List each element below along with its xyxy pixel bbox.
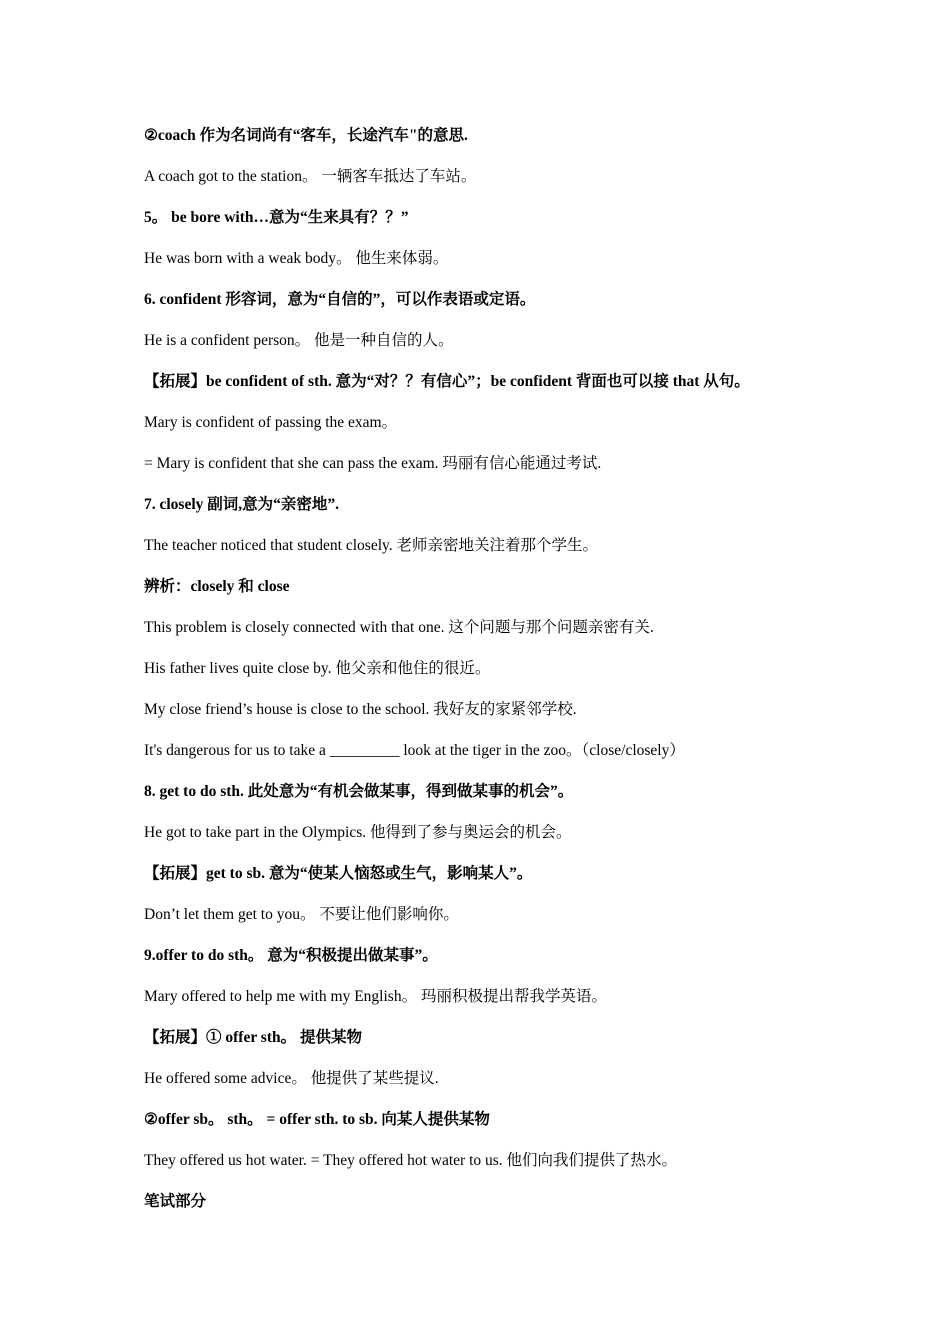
text-line: The teacher noticed that student closely. 老师亲密地关注着那个学生。 (144, 537, 598, 554)
heading-line: 笔试部分 (144, 1193, 207, 1210)
text-line: = Mary is confident that she can pass the exam. 玛丽有信心能通过考试. (144, 455, 602, 472)
heading-line: 7. closely 副词,意为“亲密地”. (144, 496, 340, 513)
heading-line: ②offer sb。 sth。 = offer sth. to sb. 向某人提供某物 (144, 1111, 490, 1128)
text-line: They offered us hot water. = They offered hot water to us. 他们向我们提供了热水。 (144, 1152, 678, 1169)
text-line: His father lives quite close by. 他父亲和他住的很近。 (144, 660, 491, 677)
text-line: Don’t let them get to you。 不要让他们影响你。 (144, 906, 459, 923)
text-line: This problem is closely connected with that one. 这个问题与那个问题亲密有关. (144, 619, 654, 636)
heading-line: 【拓展】① offer sth。 提供某物 (144, 1029, 362, 1046)
text-line: He is a confident person。 他是一种自信的人。 (144, 332, 454, 349)
heading-line: 【拓展】be confident of sth. 意为“对？？有信心”；be confident 背面也可以接 that 从句。 (144, 373, 750, 390)
heading-line: ②coach 作为名词尚有“客车，长途汽车"的意思. (144, 127, 468, 144)
text-line: My close friend’s house is close to the school. 我好友的家紧邻学校. (144, 701, 577, 718)
text-line: Mary offered to help me with my English。 玛丽积极提出帮我学英语。 (144, 988, 607, 1005)
heading-line: 5。 be bore with…意为“生来具有？？” (144, 209, 409, 226)
text-line: Mary is confident of passing the exam。 (144, 414, 398, 431)
text-line: He offered some advice。 他提供了某些提议. (144, 1070, 439, 1087)
heading-line: 6. confident 形容词，意为“自信的”，可以作表语或定语。 (144, 291, 536, 308)
heading-line: 【拓展】get to sb. 意为“使某人恼怒或生气，影响某人”。 (144, 865, 533, 882)
text-line: He was born with a weak body。 他生来体弱。 (144, 250, 449, 267)
heading-line: 辨析：closely 和 close (144, 578, 290, 595)
text-line: A coach got to the station。 一辆客车抵达了车站。 (144, 168, 477, 185)
heading-line: 9.offer to do sth。 意为“积极提出做某事”。 (144, 947, 438, 964)
text-line: He got to take part in the Olympics. 他得到了参与奥运会的机会。 (144, 824, 572, 841)
heading-line: 8. get to do sth. 此处意为“有机会做某事，得到做某事的机会”。 (144, 783, 574, 800)
text-line: It's dangerous for us to take a _________ look at the tiger in the zoo。（close/closely） (144, 742, 685, 759)
document-page (144, 124, 844, 1231)
